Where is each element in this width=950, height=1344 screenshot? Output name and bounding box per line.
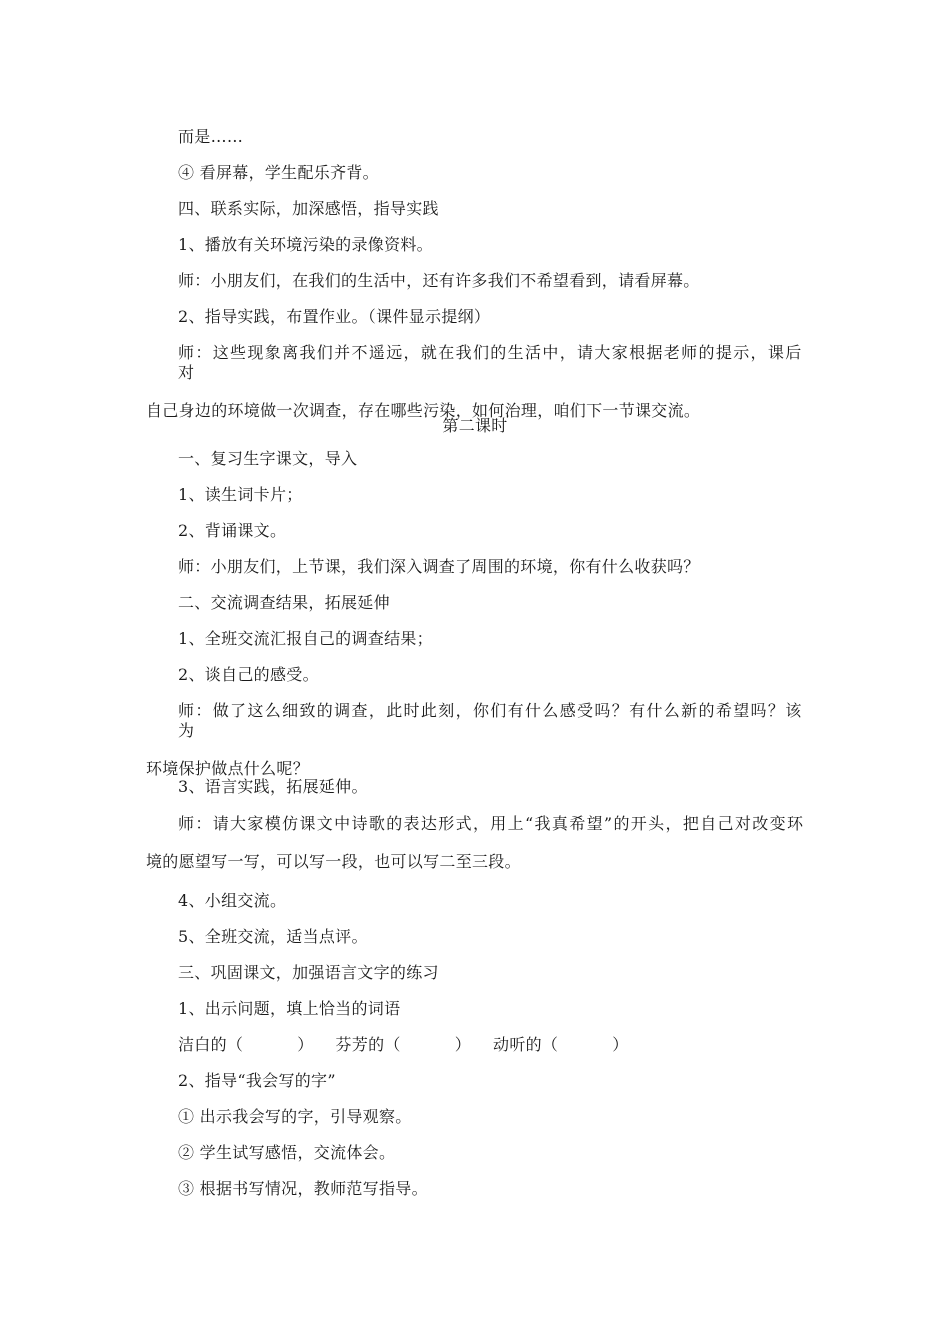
fill-item-prefix: 动听的（	[493, 1035, 559, 1054]
paragraph-line: 师：做了这么细致的调查，此时此刻，你们有什么感受吗？有什么新的希望吗？该为	[178, 701, 803, 740]
paragraph-line: 师：这些现象离我们并不遥远，就在我们的生活中，请大家根据老师的提示，课后对	[178, 343, 803, 382]
text-line: 而是……	[178, 127, 244, 146]
lesson-heading: 第二课时	[442, 416, 508, 435]
text-line: ② 学生试写感悟，交流体会。	[178, 1143, 396, 1162]
section-heading: 三、巩固课文，加强语言文字的练习	[178, 963, 439, 982]
teacher-line: 师：小朋友们，上节课，我们深入调查了周围的环境，你有什么收获吗？	[178, 557, 700, 576]
fill-item-suffix: ）	[297, 1035, 314, 1054]
section-heading: 四、联系实际，加深感悟，指导实践	[178, 199, 439, 218]
fill-item-suffix: ）	[612, 1035, 629, 1054]
text-line: 5、全班交流，适当点评。	[178, 927, 368, 946]
text-line: ④ 看屏幕，学生配乐齐背。	[178, 163, 379, 182]
text-line: 2、指导“我会写的字”	[178, 1071, 336, 1090]
section-heading: 二、交流调查结果，拓展延伸	[178, 593, 390, 612]
text-line: ① 出示我会写的字，引导观察。	[178, 1107, 412, 1126]
text-line: 1、出示问题，填上恰当的词语	[178, 999, 401, 1018]
teacher-paragraph	[146, 343, 808, 421]
section-heading: 一、复习生字课文，导入	[178, 449, 358, 468]
text-line: 2、指导实践，布置作业。（课件显示提纲）	[178, 307, 491, 326]
fill-item-prefix: 芬芳的（	[335, 1035, 401, 1054]
teacher-paragraph	[146, 701, 808, 779]
text-line: 1、播放有关环境污染的录像资料。	[178, 235, 433, 254]
paragraph-line: 自己身边的环境做一次调查，存在哪些污染，如何治理，咱们下一节课交流。	[146, 401, 701, 420]
text-line: 2、背诵课文。	[178, 521, 287, 540]
teacher-paragraph	[146, 814, 808, 872]
fill-in-exercise	[178, 1035, 629, 1055]
text-line: ③ 根据书写情况，教师范写指导。	[178, 1179, 428, 1198]
paragraph-line: 境的愿望写一写，可以写一段，也可以写二至三段。	[146, 852, 521, 871]
paragraph-line: 师：请大家模仿课文中诗歌的表达形式，用上“我真希望”的开头，把自己对改变环	[178, 814, 805, 833]
text-line: 2、谈自己的感受。	[178, 665, 319, 684]
teacher-line: 师：小朋友们，在我们的生活中，还有许多我们不希望看到，请看屏幕。	[178, 271, 700, 290]
text-line: 3、语言实践，拓展延伸。	[178, 777, 368, 796]
fill-item-suffix: ）	[454, 1035, 472, 1054]
text-line: 1、全班交流汇报自己的调查结果；	[178, 629, 433, 648]
fill-item-prefix: 洁白的（	[178, 1035, 244, 1054]
text-line: 4、小组交流。	[178, 891, 287, 910]
paragraph-line: 环境保护做点什么呢？	[146, 759, 310, 778]
text-line: 1、读生词卡片；	[178, 485, 303, 504]
